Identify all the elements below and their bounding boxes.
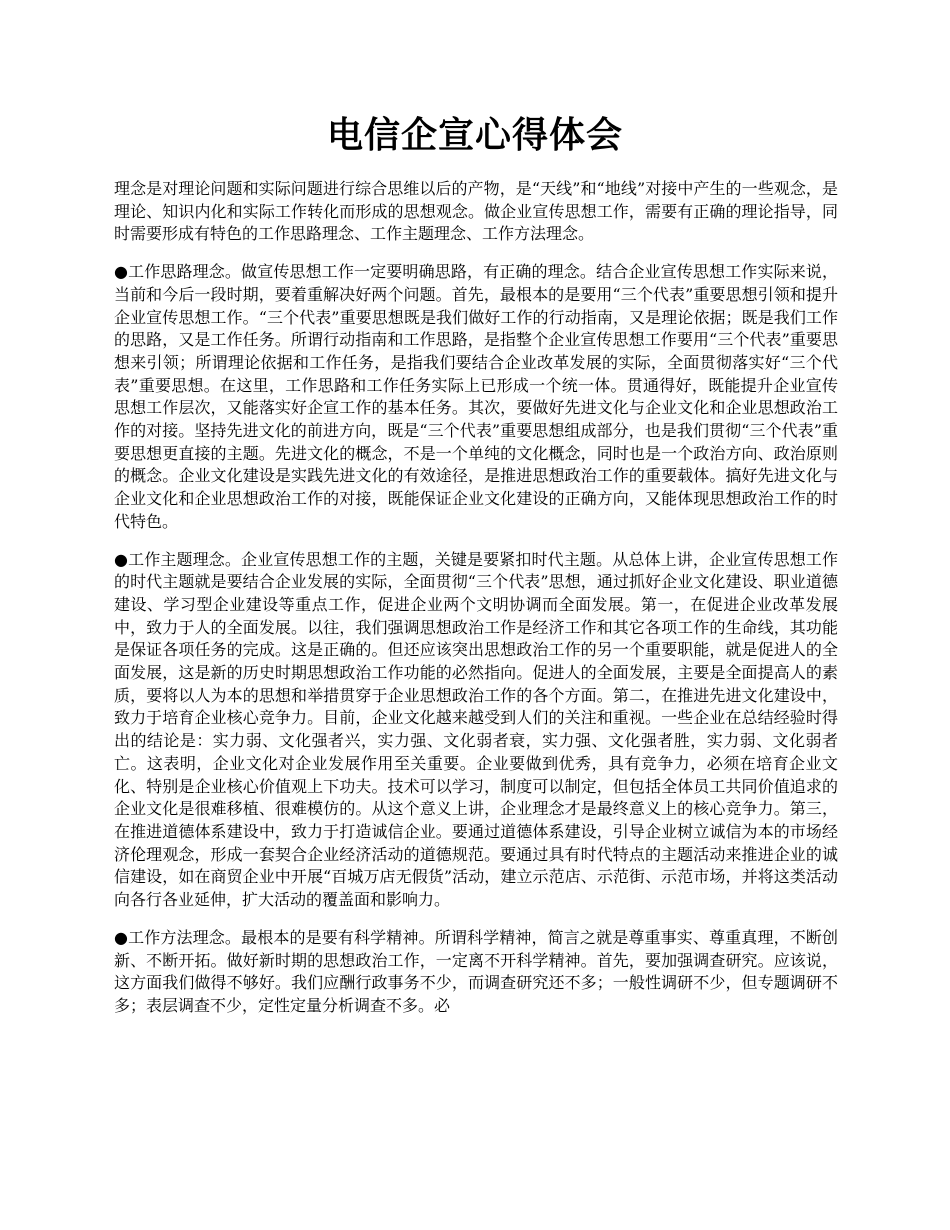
paragraph-work-thinking: ●工作思路理念。做宣传思想工作一定要明确思路，有正确的理念。结合企业宣传思想工作实际来说，当前和今后一段时期，要着重解决好两个问题。首先，最根本的是要用“三个代表”重要思想引领和提升企业宣传思想工作。“三个代表”重要思想既是我们做好工作的行动指南，又是理论依据；既是我们工作的思路，又是工作任务。所谓行动指南和工作思路，是指整个企业宣传思想工作要用“三个代表”重要思想来引领；所谓理论依据和工作任务，是指我们要结合企业改革发展的实际，全面贯彻落实好“三个代表”重要思想。在这里，工作思路和工作任务实际上已形成一个统一体。贯通得好，既能提升企业宣传思想工作层次，又能落实好企宣工作的基本任务。其次，要做好先进文化与企业文化和企业思想政治工作的对接。坚持先进文化的前进方向，既是“三个代表”重要思想组成部分，也是我们贯彻“三个代表”重要思想更直接的主题。先进文化的概念，不是一个单纯的文化概念，同时也是一个政治方向、政治原则的概念。企业文化建设是实践先进文化的有效途径，是推进思想政治工作的重要载体。搞好先进文化与企业文化和企业思想政治工作的对接，既能保证企业文化建设的正确方向，又能体现思想政治工作的时代特色。 bbox=[114, 262, 838, 531]
paragraph-intro: 理念是对理论问题和实际问题进行综合思维以后的产物，是“天线”和“地线”对接中产生的一些观念，是理论、知识内化和实际工作转化而形成的思想观念。做企业宣传思想工作，需要有正确的理论指导，同时需要形成有特色的工作思路理念、工作主题理念、工作方法理念。 bbox=[114, 179, 838, 244]
paragraph-work-method: ●工作方法理念。最根本的是要有科学精神。所谓科学精神，简言之就是尊重事实、尊重真理，不断创新、不断开拓。做好新时期的思想政治工作，一定离不开科学精神。首先，要加强调查研究。应该说，这方面我们做得不够好。我们应酬行政事务不少，而调查研究还不多；一般性调研不少，但专题调研不多；表层调查不少，定性定量分析调查不多。必 bbox=[114, 927, 838, 1015]
page-title: 电信企宣心得体会 bbox=[326, 115, 623, 156]
paragraph-work-theme: ●工作主题理念。企业宣传思想工作的主题，关键是要紧扣时代主题。从总体上讲，企业宣传思想工作的时代主题就是要结合企业发展的实际，全面贯彻“三个代表”思想，通过抓好企业文化建设、职业道德建设、学习型企业建设等重点工作，促进企业两个文明协调而全面发展。第一，在促进企业改革发展中，致力于人的全面发展。以往，我们强调思想政治工作是经济工作和其它各项工作的生命线，其功能是保证各项任务的完成。这是正确的。但还应该突出思想政治工作的另一个重要职能，就是促进人的全面发展，这是新的历史时期思想政治工作功能的必然指向。促进人的全面发展，主要是全面提高人的素质，要将以人为本的思想和举措贯穿于企业思想政治工作的各个方面。第二，在推进先进文化建设中，致力于培育企业核心竞争力。目前，企业文化越来越受到人们的关注和重视。一些企业在总结经验时得出的结论是：实力弱、文化强者兴，实力强、文化弱者衰，实力强、文化强者胜，实力弱、文化弱者亡。这表明，企业文化对企业发展作用至关重要。企业要做到优秀，具有竞争力，必须在培育企业文化、特别是企业核心价值观上下功夫。技术可以学习，制度可以制定，但包括全体员工共同价值追求的企业文化是很难移植、很难模仿的。从这个意义上讲，企业理念才是最终意义上的核心竞争力。第三，在推进道德体系建设中，致力于打造诚信企业。要通过道德体系建设，引导企业树立诚信为本的市场经济伦理观念，形成一套契合企业经济活动的道德规范。要通过具有时代特点的主题活动来推进企业的诚信建设，如在商贸企业中开展“百城万店无假货”活动，建立示范店、示范街、示范市场，并将这类活动向各行各业延伸，扩大活动的覆盖面和影响力。 bbox=[114, 549, 838, 910]
document-body bbox=[114, 178, 838, 1033]
